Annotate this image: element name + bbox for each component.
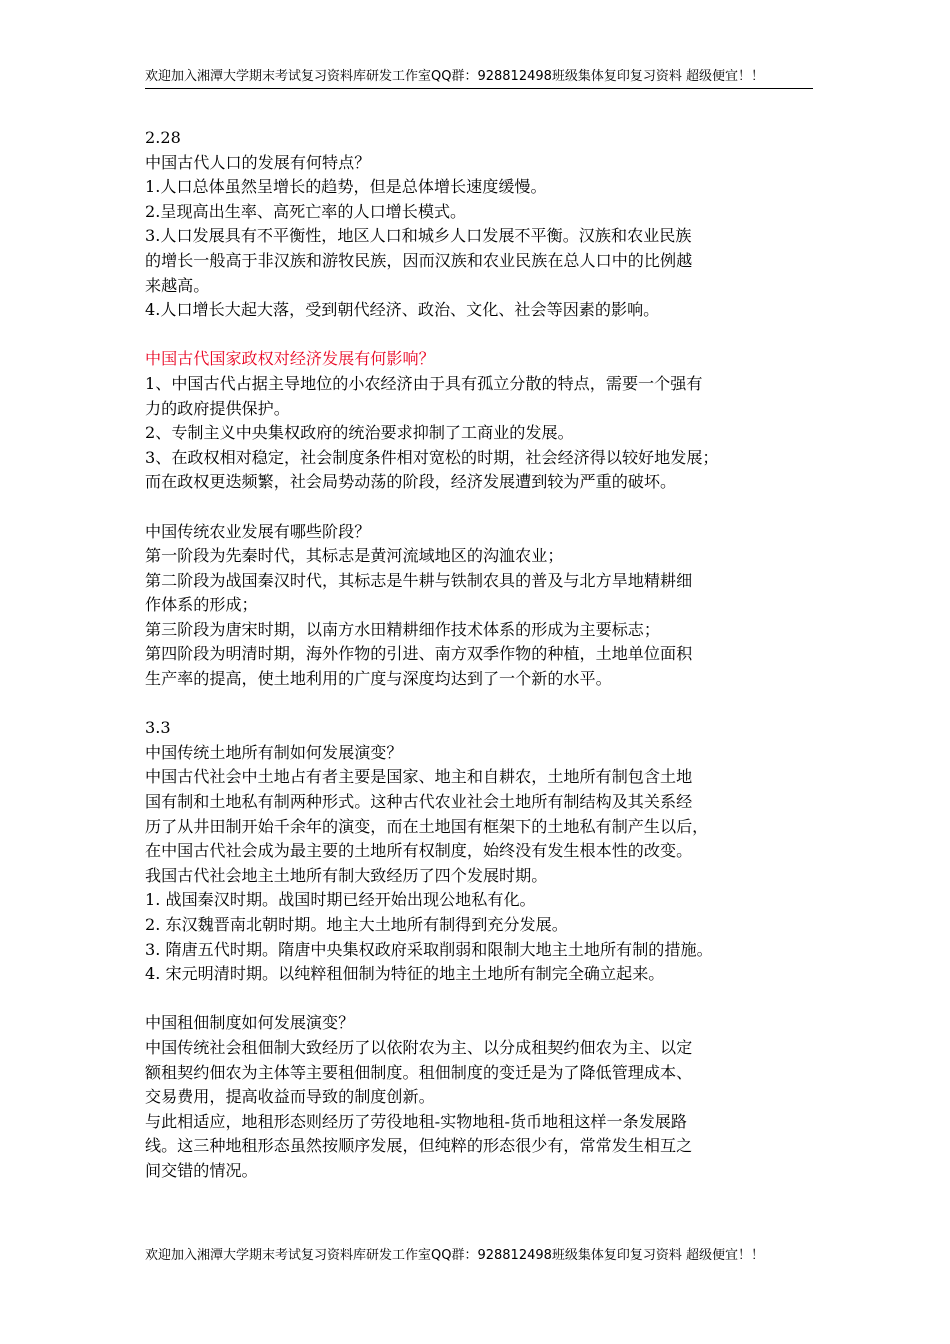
paragraph-line: 我国古代社会地主土地所有制大致经历了四个发展时期。 bbox=[145, 865, 548, 885]
list-item: 4. 宋元明清时期。以纯粹租佃制为特征的地主土地所有制完全确立起来。 bbox=[145, 964, 665, 984]
list-item: 3. 隋唐五代时期。隋唐中央集权政府采取削弱和限制大地主土地所有制的措施。 bbox=[145, 939, 713, 959]
paragraph-line: 在中国古代社会成为最主要的土地所有权制度，始终没有发生根本性的改变。 bbox=[145, 841, 693, 861]
paragraph-line: 3.人口发展具有不平衡性，地区人口和城乡人口发展不平衡。汉族和农业民族 bbox=[145, 226, 692, 246]
spacer bbox=[145, 323, 813, 348]
document-body bbox=[145, 126, 813, 1184]
paragraph-line: 第二阶段为战国秦汉时代，其标志是牛耕与铁制农具的普及与北方旱地精耕细 bbox=[145, 570, 693, 590]
section-question: 中国古代人口的发展有何特点？ bbox=[145, 152, 371, 172]
paragraph-line: 来越高。 bbox=[145, 275, 210, 295]
paragraph-line: 中国古代社会中土地占有者主要是国家、地主和自耕农，土地所有制包含土地 bbox=[145, 767, 693, 787]
paragraph-line: 1、中国古代占据主导地位的小农经济由于具有孤立分散的特点，需要一个强有 bbox=[145, 373, 703, 393]
spacer bbox=[145, 495, 813, 520]
paragraph-line: 额租契约佃农为主体等主要租佃制度。租佃制度的变迁是为了降低管理成本、 bbox=[145, 1062, 693, 1082]
paragraph-line: 2.呈现高出生率、高死亡率的人口增长模式。 bbox=[145, 201, 467, 221]
paragraph-line: 作体系的形成； bbox=[145, 595, 258, 615]
paragraph-line: 国有制和土地私有制两种形式。这种古代农业社会土地所有制结构及其关系经 bbox=[145, 792, 693, 812]
paragraph-line: 中国传统社会租佃制大致经历了以依附农为主、以分成租契约佃农为主、以定 bbox=[145, 1037, 693, 1057]
paragraph-line: 间交错的情况。 bbox=[145, 1160, 258, 1180]
spacer bbox=[145, 692, 813, 717]
page-footer: 欢迎加入湘潭大学期末考试复习资料库研发工作室QQ群：928812498班级集体复印复习资料 超级便宜！！ bbox=[145, 1248, 765, 1263]
paragraph-line: 第一阶段为先秦时代，其标志是黄河流域地区的沟洫农业； bbox=[145, 546, 564, 566]
section-question: 中国传统土地所有制如何发展演变？ bbox=[145, 742, 403, 762]
paragraph-line: 4.人口增长大起大落，受到朝代经济、政治、文化、社会等因素的影响。 bbox=[145, 300, 660, 320]
page-header: 欢迎加入湘潭大学期末考试复习资料库研发工作室QQ群：928812498班级集体复印复习资料 超级便宜！！ bbox=[145, 66, 813, 89]
paragraph-line: 力的政府提供保护。 bbox=[145, 398, 290, 418]
paragraph-line: 历了从井田制开始千余年的演变，而在土地国有框架下的土地私有制产生以后， bbox=[145, 816, 709, 836]
paragraph-line: 生产率的提高，使土地利用的广度与深度均达到了一个新的水平。 bbox=[145, 669, 612, 689]
section-date: 3.3 bbox=[145, 718, 171, 738]
paragraph-line: 第三阶段为唐宋时期，以南方水田精耕细作技术体系的形成为主要标志； bbox=[145, 619, 660, 639]
section-question: 中国传统农业发展有哪些阶段？ bbox=[145, 521, 371, 541]
section-date: 2.28 bbox=[145, 128, 181, 147]
paragraph-line: 而在政权更迭频繁，社会局势动荡的阶段，经济发展遭到较为严重的破坏。 bbox=[145, 472, 677, 492]
list-item: 2. 东汉魏晋南北朝时期。地主大土地所有制得到充分发展。 bbox=[145, 915, 568, 934]
paragraph-line: 与此相适应，地租形态则经历了劳役地租-实物地租-货币地租这样一条发展路 bbox=[145, 1111, 687, 1131]
section-question: 中国租佃制度如何发展演变？ bbox=[145, 1013, 355, 1033]
paragraph-line: 的增长一般高于非汉族和游牧民族，因而汉族和农业民族在总人口中的比例越 bbox=[145, 250, 693, 270]
paragraph-line: 线。这三种地租形态虽然按顺序发展，但纯粹的形态很少有，常常发生相互之 bbox=[145, 1136, 693, 1156]
paragraph-line: 2、专制主义中央集权政府的统治要求抑制了工商业的发展。 bbox=[145, 423, 574, 443]
paragraph-line: 3、在政权相对稳定，社会制度条件相对宽松的时期，社会经济得以较好地发展； bbox=[145, 447, 719, 467]
paragraph-line: 1.人口总体虽然呈增长的趋势，但是总体增长速度缓慢。 bbox=[145, 177, 547, 197]
spacer bbox=[145, 987, 813, 1012]
paragraph-line: 第四阶段为明清时期，海外作物的引进、南方双季作物的种植，土地单位面积 bbox=[145, 644, 693, 664]
paragraph-line: 交易费用，提高收益而导致的制度创新。 bbox=[145, 1087, 435, 1107]
section-question-highlighted: 中国古代国家政权对经济发展有何影响？ bbox=[145, 349, 435, 369]
list-item: 1. 战国秦汉时期。战国时期已经开始出现公地私有化。 bbox=[145, 890, 536, 910]
